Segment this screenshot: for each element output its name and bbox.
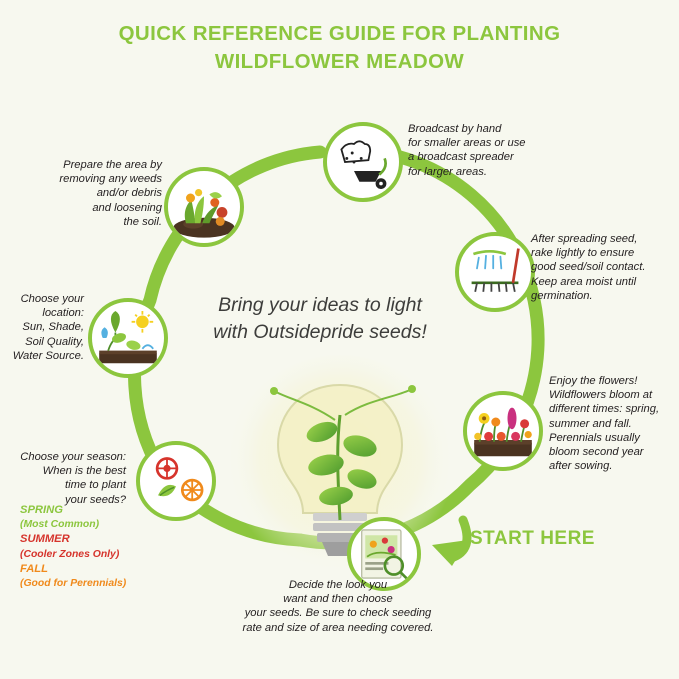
- center-slogan: [170, 292, 470, 346]
- season-spring-note: (Most Common): [20, 519, 100, 531]
- start-here-label: START HERE: [470, 528, 595, 549]
- bulb-vine-leaf-a: [408, 385, 416, 393]
- caption-broadcast-seed: Broadcast by hand for smaller areas or use a broadcast spreader for larger areas.: [408, 123, 526, 178]
- title-line-1: QUICK REFERENCE GUIDE FOR PLANTING: [118, 22, 561, 45]
- step-node-prepare-area[interactable]: [164, 167, 244, 247]
- season-fall: [20, 562, 190, 591]
- flower-bed-icon: [467, 395, 539, 467]
- title-line-2: WILDFLOWER MEADOW: [214, 50, 465, 73]
- season-fall-note: (Good for Perennials): [20, 578, 127, 590]
- caption-decide-look: Decide the look you want and then choose your seeds. Be sure to check seeding rate and size of area needing covered.: [242, 579, 434, 634]
- step-node-broadcast-seed[interactable]: [323, 122, 403, 202]
- caption-rake-lightly: After spreading seed, rake lightly to ensure good seed/soil contact. Keep area moist until germination.: [531, 233, 646, 302]
- season-fall-label: FALL: [20, 562, 48, 575]
- sun-shade-soil-water-icon: [92, 302, 164, 374]
- step-node-choose-location[interactable]: [88, 298, 168, 378]
- season-summer: [20, 532, 190, 561]
- bulb-vine-leaf-b: [270, 387, 278, 395]
- slogan-line-1: Bring your ideas to light: [218, 294, 422, 316]
- season-spring-label: SPRING: [20, 504, 63, 516]
- hand-broadcast-spreader-icon: [327, 126, 399, 198]
- caption-choose-season: Choose your season: When is the best time to plant your seeds?: [20, 451, 126, 506]
- weeds-soil-icon: [168, 171, 240, 243]
- season-summer-label: SUMMER: [20, 533, 70, 546]
- step-node-enjoy-flowers[interactable]: [463, 391, 543, 471]
- caption-prepare-area: Prepare the area by removing any weeds and/or debris and loosening the soil.: [59, 159, 162, 228]
- caption-choose-location: Choose your location: Sun, Shade, Soil Quality, Water Source.: [12, 293, 84, 362]
- season-spring: [20, 503, 190, 532]
- caption-enjoy-flowers: Enjoy the flowers! Wildflowers bloom at different times: spring, summer and fall. Perennials usually bloom second year after sowing.: [549, 375, 660, 473]
- season-summer-note: (Cooler Zones Only): [20, 548, 120, 560]
- slogan-line-2: with Outsidepride seeds!: [213, 321, 427, 343]
- season-legend: [20, 503, 190, 591]
